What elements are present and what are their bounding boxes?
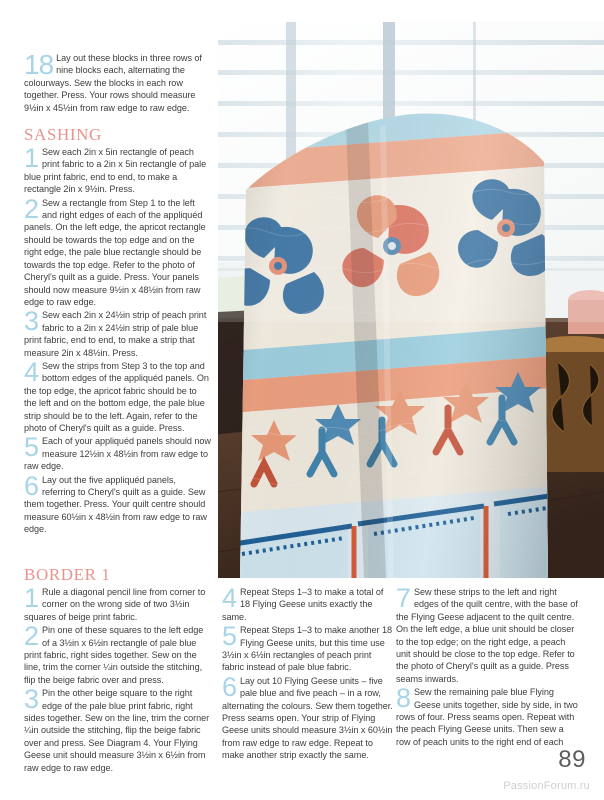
step-text: Sew each 2in x 5in rectangle of peach print fabric to a 2in x 5in rectangle of pale blue print fabric, end to end, to make a rectangle 2in x 9½in. Press. (24, 147, 207, 195)
step-text: Each of your appliquéd panels should now measure 12½in x 48½in from raw edge to raw edge. (24, 436, 211, 472)
step-text: Repeat Steps 1–3 to make another 18 Flying Geese units, but this time use 3½in x 6½in rectangles of peach print fabric instead of pale blue fabric. (222, 625, 392, 673)
step-number: 2 (24, 621, 39, 652)
step-item (24, 470, 211, 536)
step-item (222, 671, 394, 762)
step-text: Pin the other beige square to the right edge of the pale blue print fabric, right sides together. Sew on the line, trim the corner ¼in outside the stitching, flip the beige fabric over and press. See Diagram 4. Your Flying Geese unit should measure 3½in x 6½in from raw edge to raw edge. (24, 688, 210, 773)
step-item (24, 49, 211, 114)
step-text: Lay out 10 Flying Geese units – five pale blue and five peach – in a row, alternating the colours. Sew them together. Press seams open. Your strip of Flying Geese units should measure 3½in x 60½in from raw edge to raw edge. Repeat to make another strip exactly the same. (222, 675, 393, 761)
step-number: 3 (24, 684, 39, 715)
step-number: 2 (24, 193, 39, 224)
section-heading-border1: BORDER 1 (24, 565, 111, 584)
step-text: Sew each 2in x 24½in strip of peach print fabric to a 2in x 24½in strip of pale blue print fabric, end to end, to make a strip that measure 2in x 48½in. Press. (24, 310, 207, 358)
page-number: 89 (558, 746, 586, 773)
step-text: Sew a rectangle from Step 1 to the left and right edges of each of the appliquéd panels. On the left edge, the apricot rectangle should be towards the top edge and on the right edge, the pale blue rectangle should be towards the top edge. Refer to the photo of Cheryl's quilt as a guide. Press. Your panels should now measure 9½in x 48½in from raw edge to raw edge. (24, 197, 206, 307)
step-number: 1 (24, 143, 39, 174)
step-number: 5 (222, 621, 237, 652)
step-item (24, 684, 211, 774)
step-text: Repeat Steps 1–3 to make a total of 18 Flying Geese units exactly the same. (222, 587, 384, 622)
step-number: 6 (222, 671, 237, 702)
step-number: 5 (24, 432, 39, 463)
step-text: Lay out the five appliquéd panels, referring to Cheryl's quilt as a guide. Sew them together. Press. Your quilt centre should measure 60½in x 48½in from raw edge to raw edge. (24, 474, 207, 535)
step-item (24, 193, 211, 309)
step-item (24, 432, 211, 472)
border1-column-c (396, 583, 580, 749)
main-instructions-column (24, 49, 211, 537)
section-heading-sashing: SASHING (24, 125, 102, 145)
step-text: Sew the strips from Step 3 to the top and bottom edges of the appliquéd panels. On the top edge, the apricot fabric should be to the left and on the bottom edge, the pale blue strip should be to the left. Again, refer to the photo of Cheryl's quilt as a guide. Press. (24, 360, 209, 433)
site-watermark: PassionForum.ru (503, 780, 590, 792)
step-item (396, 683, 580, 748)
step-number: 18 (24, 49, 54, 80)
border1-column-a (24, 556, 211, 775)
step-number: 7 (396, 583, 411, 613)
step-number: 6 (24, 470, 39, 501)
border1-column-b (222, 583, 394, 763)
step-number: 4 (222, 583, 237, 613)
step-number: 1 (24, 583, 39, 613)
step-item (24, 356, 211, 434)
step-item (396, 583, 580, 685)
step-item (222, 583, 394, 623)
step-text: Sew these strips to the left and right edges of the quilt centre, with the base of the Flying Geese adjacent to the quilt centre. On the left edge, a blue unit should be closer to the top edge; on the right edge, a peach unit should be close to the top edge. Refer to the photo of Cheryl's quilt as a guide. Press seams inwards. (396, 587, 578, 684)
step-number: 8 (396, 683, 411, 714)
step-item (24, 583, 211, 623)
step-text: Lay out these blocks in three rows of nine blocks each, alternating the colourways. Sew the blocks in each row together. Press. Your rows should measure 9½in x 45½in from raw edge to raw edge. (24, 53, 202, 113)
step-item (24, 143, 211, 196)
step-number: 4 (24, 356, 39, 387)
step-text: Rule a diagonal pencil line from corner to corner on the wrong side of two 3½in squares of beige print fabric. (24, 587, 206, 622)
step-text: Pin one of these squares to the left edge of a 3½in x 6½in rectangle of pale blue print fabric, right sides together. Sew on the line, trim the corner ¼in outside the stitching, flip the beige fabric over and press. (24, 625, 204, 685)
quilt-photograph (218, 22, 604, 578)
step-item (24, 621, 211, 686)
step-item (222, 621, 394, 674)
step-number: 3 (24, 306, 39, 337)
step-text: Sew the remaining pale blue Flying Geese units together, side by side, in two rows of four. Press seams open. Repeat with the peach Flying Geese units. Then sew a row of peach units to the right end of each (396, 687, 578, 747)
step-item (24, 306, 211, 359)
